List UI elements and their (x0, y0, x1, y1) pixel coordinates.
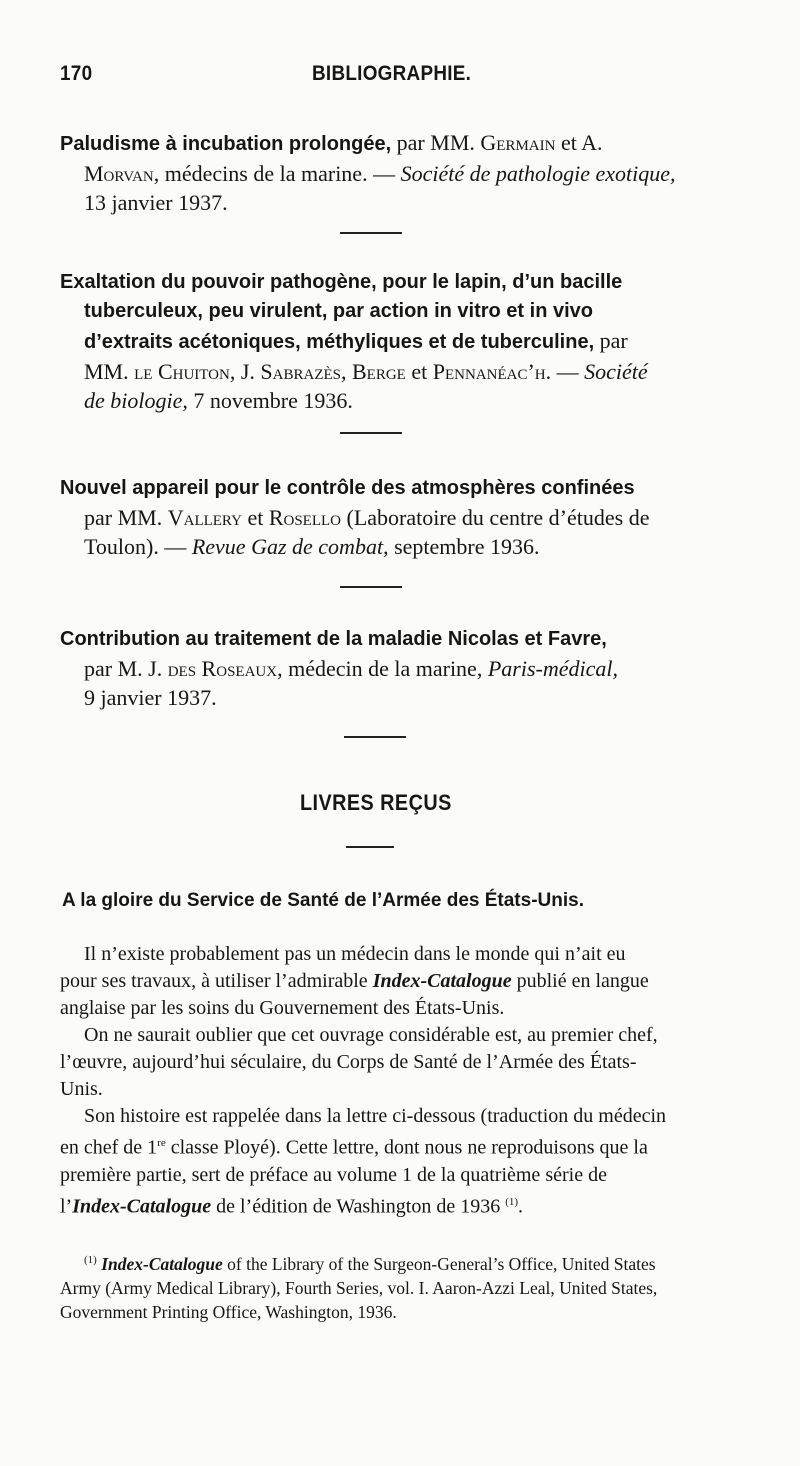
author-names: le Chuiton, J. Sabrazès, Berge (134, 359, 406, 384)
entry-title: Contribution au traitement de la maladie Nicolas et Favre, (60, 628, 607, 650)
catalogue-title: Index-Catalogue (372, 970, 512, 992)
journal-name: Société (584, 359, 648, 384)
entry-title-line: tuberculeux, peu virulent, par action in vitro et in vivo (84, 300, 593, 322)
author-name: des Roseaux (167, 656, 278, 681)
paragraph: Il n’existe probablement pas un médecin dans le monde qui n’ait eu pour ses travaux, à utiliser l’admirable Index-Catalogue publié en langue anglaise par les soins du Gouvernement des États-Unis. (60, 943, 649, 1019)
author-name: Vallery (167, 505, 242, 530)
running-title: BIBLIOGRAPHIE. (312, 62, 472, 85)
author-name: Rosello (268, 505, 341, 530)
separator-rule (340, 586, 402, 588)
entry-date: septembre 1936. (388, 534, 540, 559)
entry-title-line: d’extraits acétoniques, méthyliques et de tuberculine, (84, 331, 595, 353)
entry-date: 9 janvier 1937. (84, 685, 217, 710)
page-header (60, 62, 750, 92)
catalogue-title: Index-Catalogue (101, 1253, 223, 1274)
author-name: Pennanéac’h. (432, 359, 552, 384)
footnote: $^{(1)}$ Index-Catalogue of the Library of the Surgeon-General’s Office, United States Army (Army Medical Library), Fourth Series, vol. I. Aaron-Azzi Leal, United States, Government Printing Office, Washington, 1936. (60, 1253, 658, 1322)
paragraph: Son histoire est rappelée dans la lettre ci-dessous (traduction du médecin en chef de 1re classe Ployé). Cette lettre, dont nous ne reproduisons que la première partie, sert de préface au volume 1 de la quatrième série de l’Index-Catalogue de l’édition de Washington de 1936 $^{(1)}$. (60, 1105, 667, 1218)
entry-date: 13 janvier 1937. (84, 190, 228, 215)
entry-title: Paludisme à incubation prolongée, (60, 133, 392, 155)
footnote-ref: (1) (505, 1195, 519, 1208)
footnote-marker: (1) (84, 1254, 97, 1266)
journal-name: Paris-médical, (487, 656, 618, 681)
author-name: Morvan (84, 161, 154, 186)
bibliography-entry: Exaltation du pouvoir pathogène, pour le lapin, d’un bacille tuberculeux, peu virulent, par action in vitro et in vivo d’extraits acétoniques, méthyliques et de tuberculine, par MM. le Chuiton, J. Sabrazès, Berge et Pennanéac’h. — Société de biologie, 7 novembre 1936. (60, 268, 752, 415)
bibliography-entry: Nouvel appareil pour le contrôle des atmosphères confinées par MM. Vallery et Rosello (Laboratoire du centre d’études de Toulon). — Revue Gaz de combat, septembre 1936. (60, 474, 752, 561)
separator-rule (340, 232, 402, 234)
bibliography-entry: Contribution au traitement de la maladie Nicolas et Favre, par M. J. des Roseaux, médecin de la marine, Paris-médical, 9 janvier 1937. (60, 625, 752, 712)
separator-rule (344, 736, 406, 738)
journal-name: Revue Gaz de combat, (191, 534, 389, 559)
catalogue-title: Index-Catalogue (72, 1195, 212, 1218)
entry-title-line: Exaltation du pouvoir pathogène, pour le lapin, d’un bacille (60, 271, 623, 293)
bibliography-entry: Paludisme à incubation prolongée, par MM. Germain et A. Morvan, médecins de la marine. — Société de pathologie exotique, 13 janvier 1937. (60, 128, 752, 217)
section-title: LIVRES REÇUS (300, 790, 452, 815)
page-number: 170 (60, 62, 93, 85)
entry-date: 7 novembre 1936. (187, 388, 353, 413)
paragraph: On ne saurait oublier que cet ouvrage considérable est, au premier chef, l’œuvre, aujourd’hui séculaire, du Corps de Santé de l’Armée des États- Unis. (60, 1024, 658, 1100)
separator-rule (340, 432, 402, 434)
separator-rule (346, 846, 394, 848)
author-name: Germain (480, 130, 556, 155)
article-heading: A la gloire du Service de Santé de l’Armée des États-Unis. (62, 890, 584, 911)
entry-title: Nouvel appareil pour le contrôle des atmosphères confinées (60, 477, 635, 499)
journal-name: Société de pathologie exotique, (400, 161, 676, 186)
journal-name: de biologie, (84, 388, 188, 413)
